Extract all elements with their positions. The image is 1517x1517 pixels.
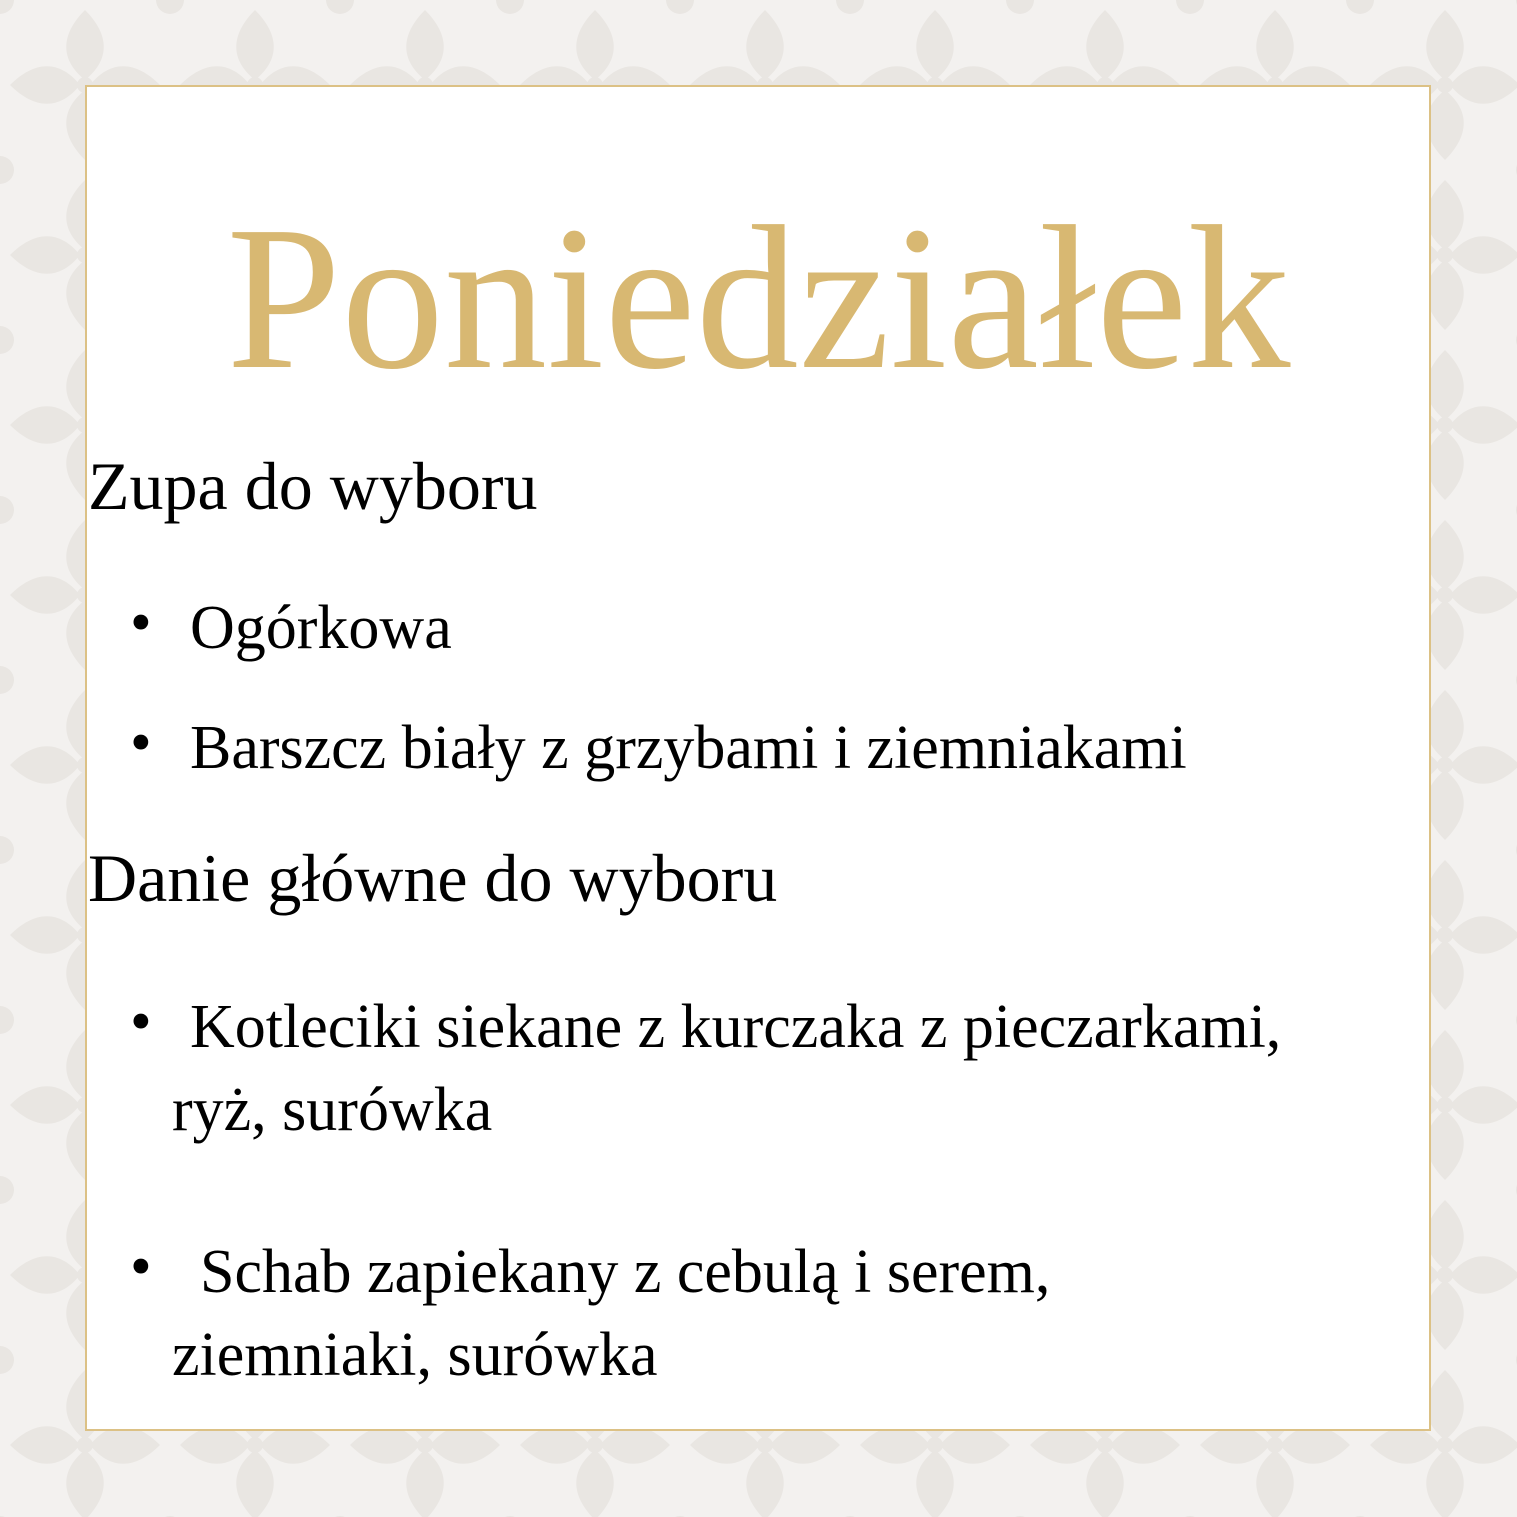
menu-item-main-1-line-1: Kotleciki siekane z kurczaka z pieczarkami, — [190, 993, 1282, 1061]
menu-item-main-2-line-2: ziemniaki, surówka — [172, 1321, 658, 1389]
menu-item-main-1-line-2: ryż, surówka — [172, 1076, 493, 1144]
bullet-icon: • — [130, 709, 152, 777]
bullet-icon: • — [130, 988, 152, 1056]
section-heading-soup: Zupa do wyboru — [88, 448, 538, 524]
menu-item-soup-1: Ogórkowa — [190, 594, 452, 662]
page-title: Poniedziałek — [226, 183, 1291, 412]
menu-item-main-2-line-1: Schab zapiekany z cebulą i serem, — [200, 1238, 1051, 1306]
bullet-icon: • — [130, 589, 152, 657]
bullet-icon: • — [130, 1233, 152, 1301]
section-heading-main-course: Danie główne do wyboru — [88, 840, 778, 916]
menu-item-soup-2: Barszcz biały z grzybami i ziemniakami — [190, 714, 1187, 782]
